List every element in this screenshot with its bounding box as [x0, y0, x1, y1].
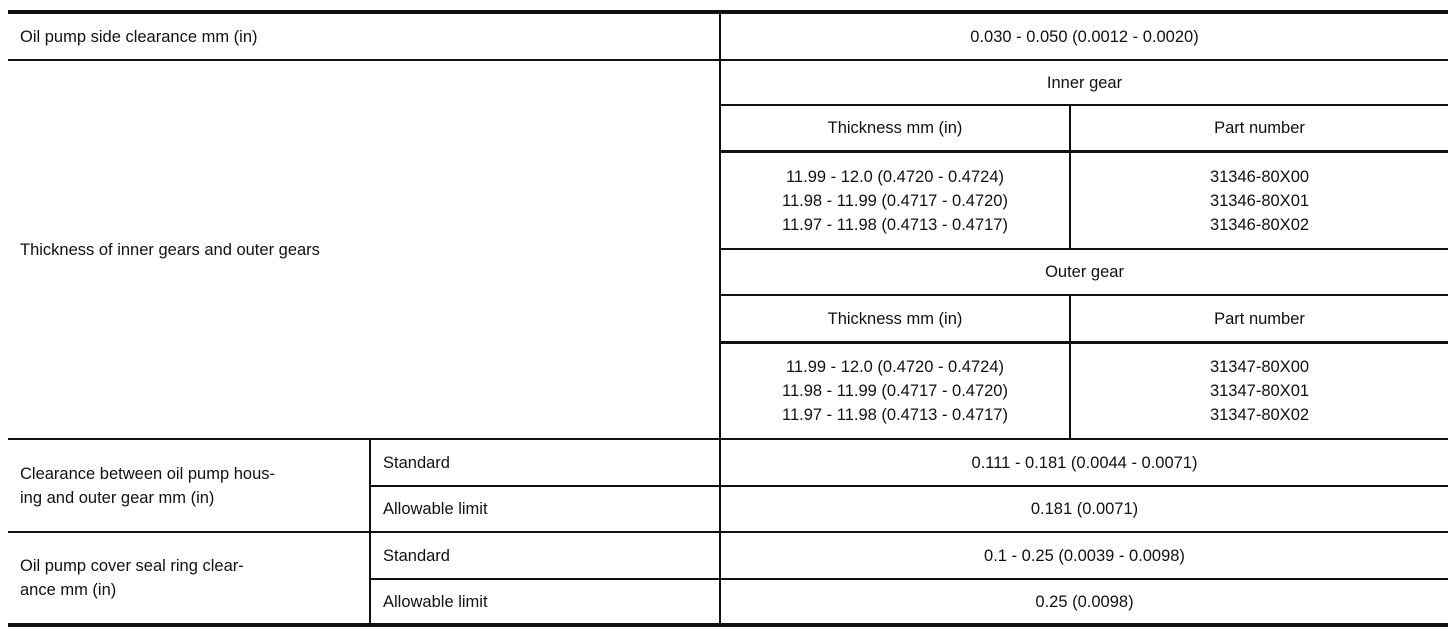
- seal-ring-clearance-label-line1: Oil pump cover seal ring clear-: [20, 557, 244, 575]
- outer-gear-title: Outer gear: [1045, 263, 1124, 281]
- outer-part-1: 31347-80X01: [1209, 382, 1310, 400]
- outer-gear-part-header: Part number: [1214, 309, 1305, 328]
- inner-thickness-1: 11.98 - 11.99 (0.4717 - 0.4720): [782, 191, 1008, 210]
- seal-limit-value: 0.25 (0.0098): [1035, 592, 1134, 611]
- inner-gear-thickness-header: Thickness mm (in): [827, 119, 963, 137]
- housing-clearance-label: [8, 440, 369, 531]
- seal-ring-clearance-label-line2: ance mm (in): [20, 581, 117, 599]
- outer-gear-thickness-list: [721, 344, 1069, 438]
- seal-ring-clearance-label: [8, 533, 369, 623]
- outer-gear-part-list: [1071, 344, 1448, 438]
- housing-clearance-label-line1: Clearance between oil pump hous-: [20, 464, 275, 483]
- side-clearance-value: 0.030 - 0.050 (0.0012 - 0.0020): [970, 27, 1199, 46]
- rule-bottom: [8, 623, 1448, 627]
- gear-thickness-label: Thickness of inner gears and outer gears: [20, 240, 320, 259]
- housing-limit-value: 0.181 (0.0071): [1030, 500, 1139, 518]
- outer-part-2: 31347-80X02: [1209, 406, 1310, 424]
- inner-part-1: 31346-80X01: [1209, 191, 1310, 210]
- side-clearance-label: Oil pump side clearance mm (in): [20, 27, 258, 46]
- top-corner-note: [1366, 0, 1456, 8]
- housing-standard-value: 0.111 - 0.181 (0.0044 - 0.0071): [971, 453, 1198, 472]
- housing-standard-label: Standard: [383, 453, 450, 472]
- inner-thickness-0: 11.99 - 12.0 (0.4720 - 0.4724): [785, 167, 1004, 186]
- inner-thickness-2: 11.97 - 11.98 (0.4713 - 0.4717): [782, 215, 1008, 234]
- outer-part-0: 31347-80X00: [1209, 358, 1310, 376]
- inner-gear-thickness-list: [721, 153, 1069, 248]
- outer-thickness-0: 11.99 - 12.0 (0.4720 - 0.4724): [785, 358, 1004, 376]
- seal-limit-label: Allowable limit: [383, 592, 488, 611]
- inner-gear-part-list: [1071, 153, 1448, 248]
- inner-gear-part-header: Part number: [1214, 119, 1305, 137]
- housing-limit-label: Allowable limit: [383, 500, 488, 518]
- inner-part-0: 31346-80X00: [1209, 167, 1310, 186]
- outer-thickness-1: 11.98 - 11.99 (0.4717 - 0.4720): [782, 382, 1008, 400]
- seal-standard-value: 0.1 - 0.25 (0.0039 - 0.0098): [984, 546, 1185, 565]
- inner-gear-title: Inner gear: [1046, 73, 1123, 92]
- outer-gear-thickness-header: Thickness mm (in): [827, 309, 963, 328]
- inner-part-2: 31346-80X02: [1209, 215, 1310, 234]
- seal-standard-label: Standard: [383, 546, 450, 565]
- outer-thickness-2: 11.97 - 11.98 (0.4713 - 0.4717): [782, 406, 1008, 424]
- housing-clearance-label-line2: ing and outer gear mm (in): [20, 488, 215, 507]
